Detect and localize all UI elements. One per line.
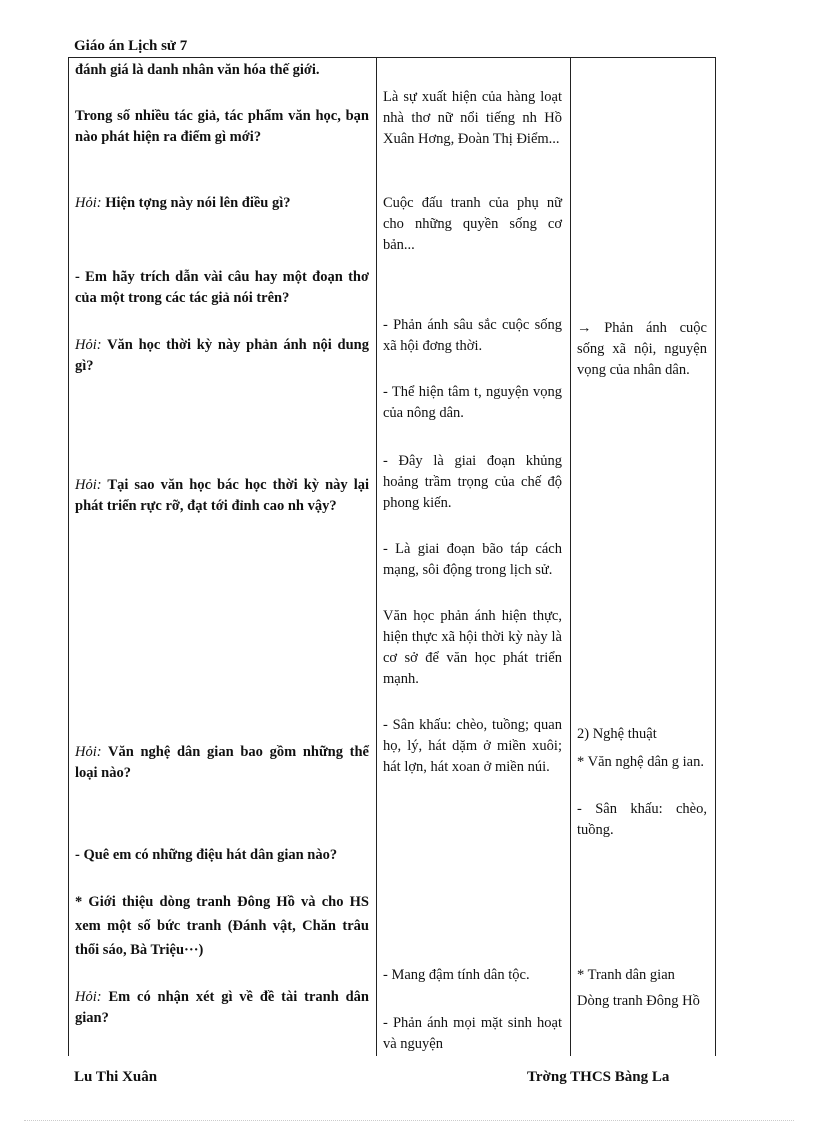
col1-item: Hỏi: Tại sao văn học bác học thời kỳ này lại phát triển rực rỡ, đạt tới đỉnh cao nh vậy? — [75, 477, 369, 514]
col1-item: - Em hãy trích dẫn vài câu hay một đoạn thơ của một trong các tác giả nói trên? — [75, 269, 369, 306]
col2-item: - Phản ánh mọi mặt sinh hoạt và nguyện — [383, 1015, 562, 1052]
table-divider-1 — [376, 57, 377, 1056]
col3-item: * Tranh dân gian — [577, 967, 675, 983]
col3-item: Dòng tranh Đông Hồ — [577, 993, 700, 1009]
col1-item: đánh giá là danh nhân văn hóa thế giới. — [75, 62, 320, 78]
col2-item: - Thể hiện tâm t, nguyện vọng của nông dân. — [383, 384, 562, 421]
table-border-left — [68, 57, 69, 1056]
col3-item: - Sân khấu: chèo, tuồng. — [577, 801, 707, 838]
col2-item: - Là giai đoạn bão táp cách mạng, sôi động trong lịch sử. — [383, 541, 562, 578]
col2-item: Văn học phản ánh hiện thực, hiện thực xã hội thời kỳ này là cơ sở để văn học phát triển mạnh. — [383, 608, 562, 687]
col1-item: Hỏi: Văn học thời kỳ này phản ánh nội dung gì? — [75, 337, 369, 374]
col3-item: → Phản ánh cuộc sống xã nội, nguyện vọng của nhân dân. — [577, 320, 707, 378]
col2-item: - Sân khấu: chèo, tuồng; quan họ, lý, hát dặm ở miền xuôi; hát lợn, hát xoan ở miền núi. — [383, 717, 562, 775]
table-border-right — [715, 57, 716, 1056]
page-bottom-dots — [24, 1120, 794, 1121]
footer-author: Lu Thi Xuân — [74, 1069, 158, 1085]
table-divider-2 — [570, 57, 571, 1056]
col1-item: - Quê em có những điệu hát dân gian nào? — [75, 847, 338, 863]
col1-item: Hỏi: Văn nghệ dân gian bao gồm những thể loại nào? — [75, 744, 369, 781]
footer-school: Trờng THCS Bàng La — [527, 1069, 670, 1085]
col1-item: * Giới thiệu dòng tranh Đông Hồ và cho HS xem một số bức tranh (Đánh vật, Chăn trâu thổi sáo, Bà Triệu···) — [75, 894, 369, 958]
col1-item: Trong số nhiều tác giả, tác phẩm văn học, bạn nào phát hiện ra điểm gì mới? — [75, 108, 369, 145]
col2-item: - Đây là giai đoạn khủng hoảng trầm trọng của chế độ phong kiến. — [383, 453, 562, 511]
col1-item: Hỏi: Hiện tợng này nói lên điều gì? — [75, 195, 291, 211]
col2-item: Cuộc đấu tranh của phụ nữ cho những quyền sống cơ bản... — [383, 195, 562, 253]
page-header: Giáo án Lịch sử 7 — [74, 38, 188, 54]
col2-item: - Mang đậm tính dân tộc. — [383, 967, 530, 983]
col3-item: * Văn nghệ dân g ian. — [577, 754, 704, 770]
table-top-border — [68, 57, 716, 58]
col1-item: Hỏi: Em có nhận xét gì về đề tài tranh dân gian? — [75, 989, 369, 1026]
col2-item: Là sự xuất hiện của hàng loạt nhà thơ nữ nổi tiếng nh Hồ Xuân Hơng, Đoàn Thị Điểm... — [383, 89, 562, 147]
col3-heading: 2) Nghệ thuật — [577, 726, 657, 742]
col2-item: - Phản ánh sâu sắc cuộc sống xã hội đơng thời. — [383, 317, 562, 354]
